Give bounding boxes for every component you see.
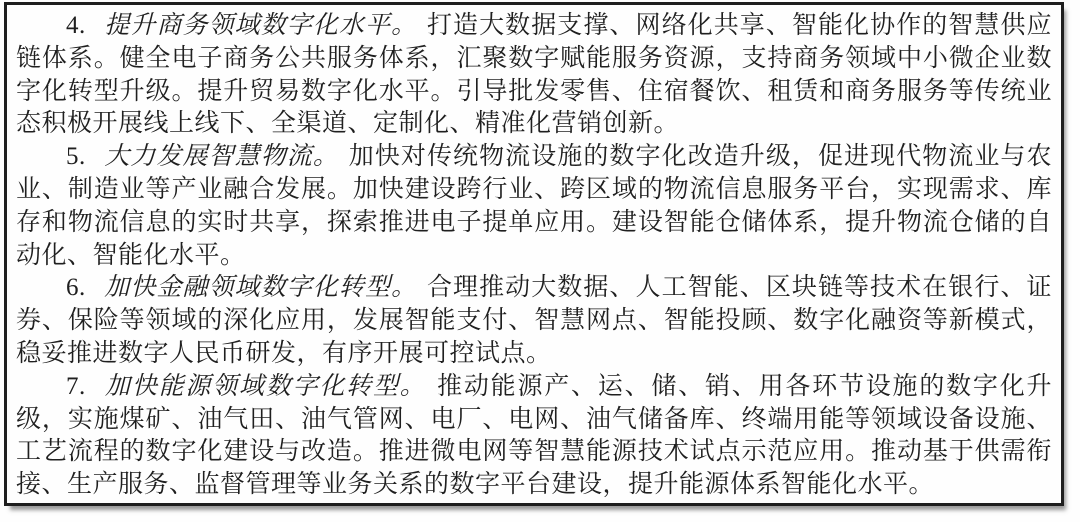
paragraph-7 [16, 371, 1052, 502]
paragraph-6-lead: 加快金融领域数字化转型。 [104, 274, 418, 302]
document-border-box [4, 2, 1064, 506]
paragraph-4 [16, 10, 1052, 141]
paragraph-5-lead: 大力发展智慧物流。 [104, 143, 339, 171]
paragraph-4-number: 4. [66, 12, 86, 39]
paragraph-5 [16, 141, 1052, 272]
paragraph-4-body: 打造大数据支撑、网络化共享、智能化协作的智慧供应链体系。健全电子商务公共服务体系，汇聚数字赋能服务资源，支持商务领域中小微企业数字化转型升级。提升贸易数字化水平。引导批发零售、住宿餐饮、租赁和商务服务等传统业态积极开展线上线下、全渠道、定制化、精准化营销创新。 [16, 12, 1053, 138]
paragraph-5-number: 5. [66, 143, 86, 171]
paragraph-7-body: 推动能源产、运、储、销、用各环节设施的数字化升级，实施煤矿、油气田、油气管网、电厂、电网、油气储备库、终端用能等领域设备设施、工艺流程的数字化建设与改造。推进微电网等智慧能源技术试点示范应用。推动基于供需衔接、生产服务、监督管理等业务关系的数字平台建设，提升能源体系智能化水平。 [16, 372, 1052, 499]
paragraph-6-number: 6. [66, 274, 86, 302]
paragraph-4-lead: 提升商务领域数字化水平。 [104, 12, 418, 39]
paragraph-6-body: 合理推动大数据、人工智能、区块链等技术在银行、证券、保险等领域的深化应用，发展智能支付、智慧网点、智能投顾、数字化融资等新模式，稳妥推进数字人民币研发，有序开展可控试点。 [16, 274, 1053, 367]
paragraph-6 [16, 272, 1052, 370]
paragraph-7-number: 7. [66, 372, 86, 400]
paragraph-5-body: 加快对传统物流设施的数字化改造升级，促进现代物流业与农业、制造业等产业融合发展。加快建设跨行业、跨区域的物流信息服务平台，实现需求、库存和物流信息的实时共享，探索推进电子提单应用。建设智能仓储体系，提升物流仓储的自动化、智能化水平。 [16, 143, 1053, 269]
paragraph-7-lead: 加快能源领域数字化转型。 [105, 372, 427, 400]
